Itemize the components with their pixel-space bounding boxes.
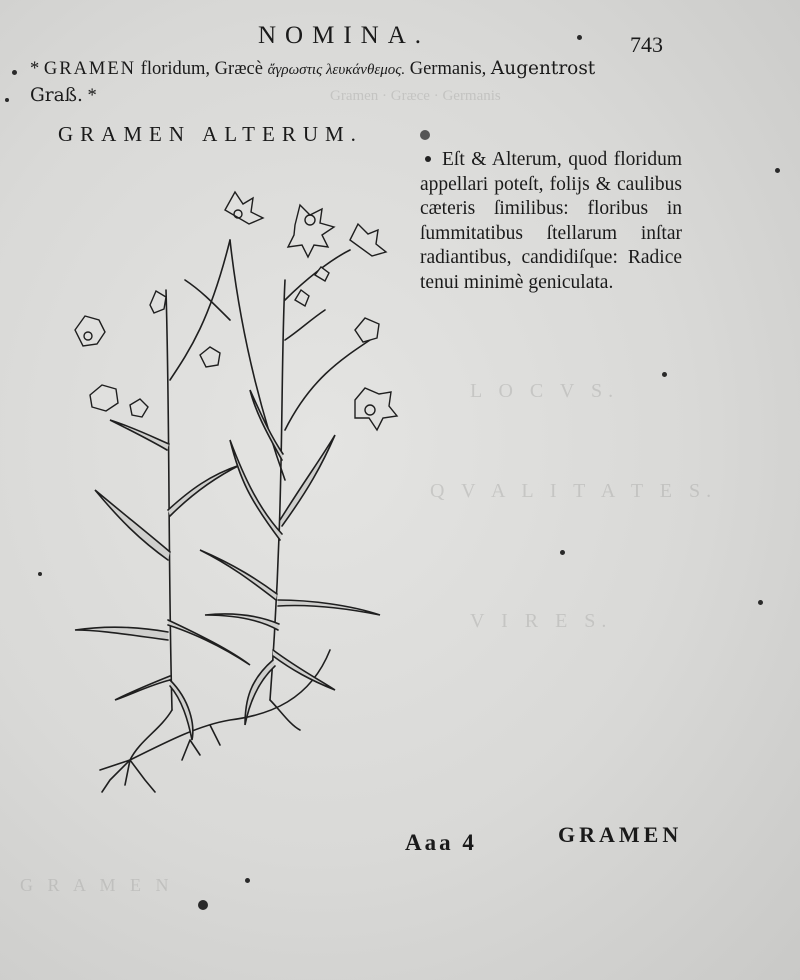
german-name: Augentrost (490, 58, 596, 79)
ink-spot (560, 550, 565, 555)
latin-name: GRAMEN (43, 59, 137, 79)
ink-spot (5, 98, 9, 102)
german-name-rest: Graß. (30, 85, 83, 106)
description-paragraph: Eſt & Alterum, quod floridum appellari poteſt, folijs & caulibus cæteris ſimilibus: floribus in ſummitatibus ſtellarum inſtar radiantibus, candidiſque: Radice tenui minimè geniculata. (420, 149, 682, 293)
bleed-through-text: V I R E S. (470, 610, 613, 632)
ink-spot (662, 372, 667, 377)
ink-spot (420, 130, 430, 140)
signature-mark: Aaa 4 (405, 830, 477, 855)
greek-name: ἄγρωστις λευκάνθεμος. (267, 62, 406, 78)
bleed-through-text: L O C V S. (470, 380, 620, 402)
page-number: 743 (630, 32, 663, 57)
ink-spot (198, 900, 208, 910)
ink-spot (758, 600, 763, 605)
ink-spot (775, 168, 780, 173)
bleed-through-text: Q V A L I T A T E S. (430, 480, 718, 502)
catchword: GRAMEN (558, 822, 683, 847)
ink-spot (38, 572, 42, 576)
latin-name-rest: floridum, (140, 59, 211, 79)
bleed-through-text: G R A M E N (20, 875, 174, 895)
asterisk-marker: * (87, 86, 97, 106)
ink-spot (577, 35, 582, 40)
ink-spot (12, 70, 17, 75)
greek-label: Græcè (214, 59, 263, 79)
ink-spot (245, 878, 250, 883)
synonym-line (30, 56, 690, 109)
section-heading: GRAMEN ALTERUM. (58, 122, 363, 146)
asterisk-marker: * (30, 59, 40, 79)
german-label: Germanis, (409, 59, 487, 79)
running-head: NOMINA. (258, 22, 431, 49)
woodcut-flowering-grass-icon (70, 180, 400, 800)
bleed-through-text: Gramen · Græce · Germanis (330, 88, 501, 104)
